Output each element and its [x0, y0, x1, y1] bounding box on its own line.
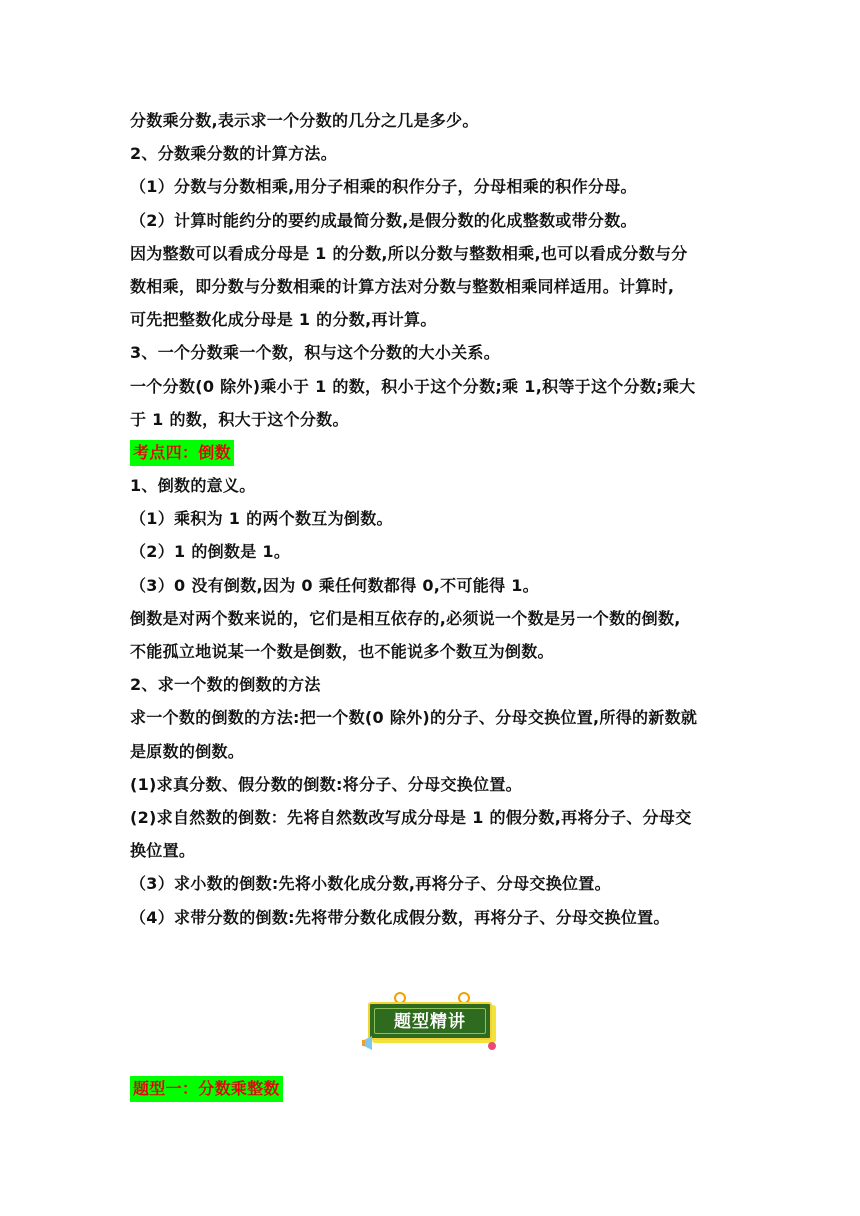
- text-line: (1)求真分数、假分数的倒数:将分子、分母交换位置。: [130, 774, 522, 794]
- text-line: 换位置。: [130, 841, 196, 861]
- banner-board: [368, 1002, 492, 1040]
- text-line: 不能孤立地说某一个数是倒数，也不能说多个数互为倒数。: [130, 642, 554, 661]
- document-body: [130, 104, 740, 934]
- text-line: 因为整数可以看成分母是 1 的分数,所以分数与整数相乘,也可以看成分数与分: [130, 243, 688, 263]
- question-type-row: [130, 1076, 283, 1102]
- text-line: 分数乘分数,表示求一个分数的几分之几是多少。: [130, 111, 479, 130]
- text-line: （3）求小数的倒数:先将小数化成分数,再将分子、分母交换位置。: [130, 874, 611, 894]
- text-line: （1）乘积为 1 的两个数互为倒数。: [130, 509, 393, 529]
- heading-calc-method: 2、分数乘分数的计算方法。: [130, 144, 338, 164]
- text-line: (2)求自然数的倒数：先将自然数改写成分母是 1 的假分数,再将分子、分母交: [130, 807, 692, 827]
- text-line: 一个分数(0 除外)乘小于 1 的数，积小于这个分数;乘 1,积等于这个分数;乘大: [130, 376, 696, 396]
- kaodian-tag: 考点四：倒数: [130, 440, 234, 466]
- text-line: 可先把整数化成分母是 1 的分数,再计算。: [130, 310, 437, 330]
- text-line: （1）分数与分数相乘,用分子相乘的积作分子，分母相乘的积作分母。: [130, 177, 637, 197]
- text-line: 倒数是对两个数来说的，它们是相互依存的,必须说一个数是另一个数的倒数,: [130, 608, 681, 628]
- text-line: 是原数的倒数。: [130, 741, 245, 761]
- kaodian-row: [130, 436, 740, 469]
- section-banner: [360, 992, 500, 1060]
- heading-reciprocal-method: 2、求一个数的倒数的方法: [130, 675, 321, 695]
- decor-dot: [488, 1042, 496, 1050]
- text-line: （2）1 的倒数是 1。: [130, 542, 291, 562]
- text-line: 求一个数的倒数的方法:把一个数(0 除外)的分子、分母交换位置,所得的新数就: [130, 708, 698, 728]
- text-line: （2）计算时能约分的要约成最简分数,是假分数的化成整数或带分数。: [130, 210, 637, 230]
- text-line: 于 1 的数，积大于这个分数。: [130, 409, 349, 429]
- text-line: 数相乘，即分数与分数相乘的计算方法对分数与整数相乘同样适用。计算时,: [130, 276, 675, 296]
- megaphone-icon: [362, 1036, 376, 1050]
- question-type-tag: 题型一：分数乘整数: [130, 1076, 283, 1102]
- banner-title: 题型精讲: [374, 1008, 486, 1034]
- heading-size-relation: 3、一个分数乘一个数，积与这个分数的大小关系。: [130, 343, 501, 363]
- heading-reciprocal-meaning: 1、倒数的意义。: [130, 476, 256, 496]
- text-line: （3）0 没有倒数,因为 0 乘任何数都得 0,不可能得 1。: [130, 575, 539, 595]
- text-line: （4）求带分数的倒数:先将带分数化成假分数，再将分子、分母交换位置。: [130, 907, 670, 927]
